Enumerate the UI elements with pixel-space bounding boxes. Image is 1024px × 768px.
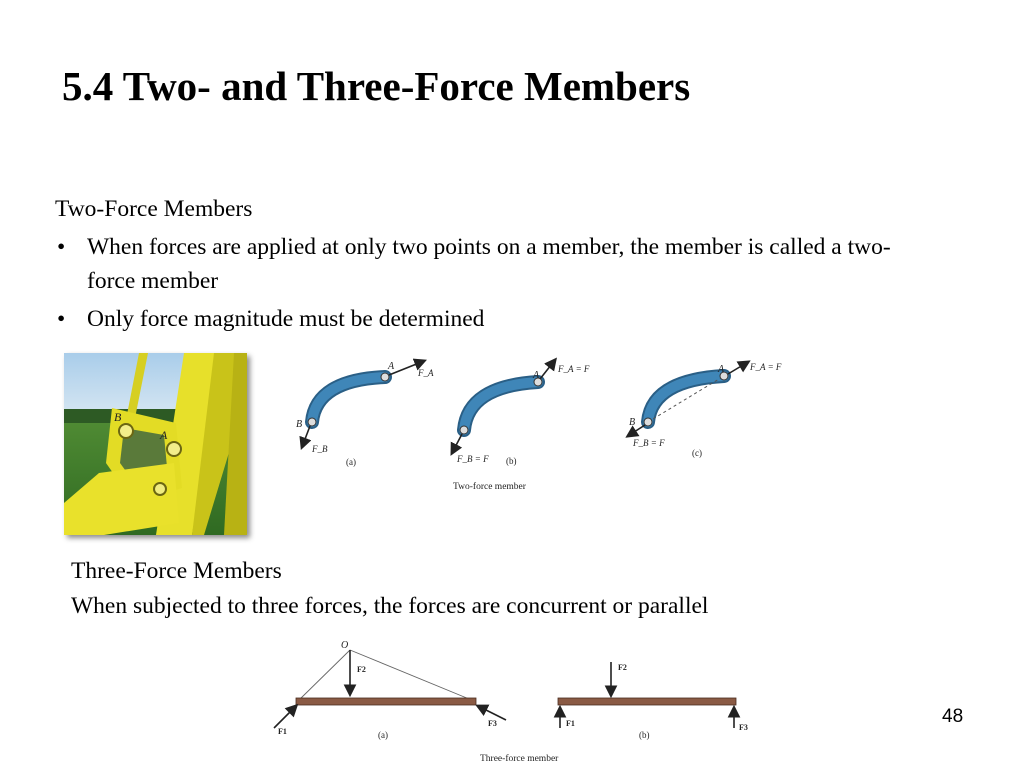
panel-b bbox=[558, 662, 748, 740]
force-label-f1: F1 bbox=[278, 727, 287, 736]
photo-label-b: B bbox=[114, 410, 122, 424]
force-b-label: F_B bbox=[312, 444, 328, 454]
panel-a bbox=[296, 361, 434, 467]
force-label-f1: F1 bbox=[566, 719, 575, 728]
two-force-figure bbox=[290, 352, 810, 502]
panel-label: (c) bbox=[692, 448, 702, 458]
force-b-label: F_B = F bbox=[457, 454, 489, 464]
figure-caption: Three-force member bbox=[480, 754, 559, 764]
figure-caption: Two-force member bbox=[453, 482, 526, 492]
three-force-figure bbox=[262, 634, 762, 768]
bullet-text: When forces are applied at only two points on a member, the member is called a two-force member bbox=[87, 234, 891, 295]
panel-label: (b) bbox=[639, 730, 650, 740]
page-number: 48 bbox=[942, 706, 964, 727]
panel-label: (a) bbox=[346, 457, 356, 467]
label-b: B bbox=[296, 419, 303, 430]
force-a-label: F_A = F bbox=[558, 364, 590, 374]
force-label-f2: F2 bbox=[357, 665, 366, 674]
panel-b bbox=[452, 360, 590, 466]
label-a: A bbox=[533, 370, 540, 381]
panel-label: (b) bbox=[506, 456, 517, 466]
label-a: A bbox=[718, 364, 725, 375]
photo-label-a: A bbox=[160, 428, 168, 442]
three-force-section bbox=[71, 554, 708, 625]
bullet-item bbox=[55, 230, 935, 298]
excavator-photo bbox=[64, 353, 247, 535]
force-a-label: F_A bbox=[418, 368, 434, 378]
two-force-bullets bbox=[55, 230, 935, 336]
force-label-f3: F3 bbox=[488, 719, 497, 728]
label-b: B bbox=[629, 417, 636, 428]
panel-a bbox=[274, 640, 506, 740]
bullet-item bbox=[55, 302, 935, 336]
bullet-dot: • bbox=[57, 234, 66, 261]
slide-title: 5.4 Two- and Three-Force Members bbox=[62, 63, 691, 109]
panel-c bbox=[628, 362, 782, 458]
force-b-label: F_B = F bbox=[633, 438, 665, 448]
force-label-f3: F3 bbox=[739, 723, 748, 732]
force-a-label: F_A = F bbox=[750, 362, 782, 372]
panel-label: (a) bbox=[378, 730, 388, 740]
bullet-text: Only force magnitude must be determined bbox=[87, 306, 485, 333]
two-force-section bbox=[55, 192, 935, 336]
bullet-dot: • bbox=[57, 306, 66, 333]
force-label-f2: F2 bbox=[618, 663, 627, 672]
three-force-description: When subjected to three forces, the forces are concurrent or parallel bbox=[71, 593, 709, 620]
two-force-heading: Two-Force Members bbox=[55, 196, 253, 222]
point-o-label: O bbox=[341, 640, 349, 651]
label-a: A bbox=[388, 361, 395, 372]
three-force-heading: Three-Force Members bbox=[71, 558, 282, 584]
